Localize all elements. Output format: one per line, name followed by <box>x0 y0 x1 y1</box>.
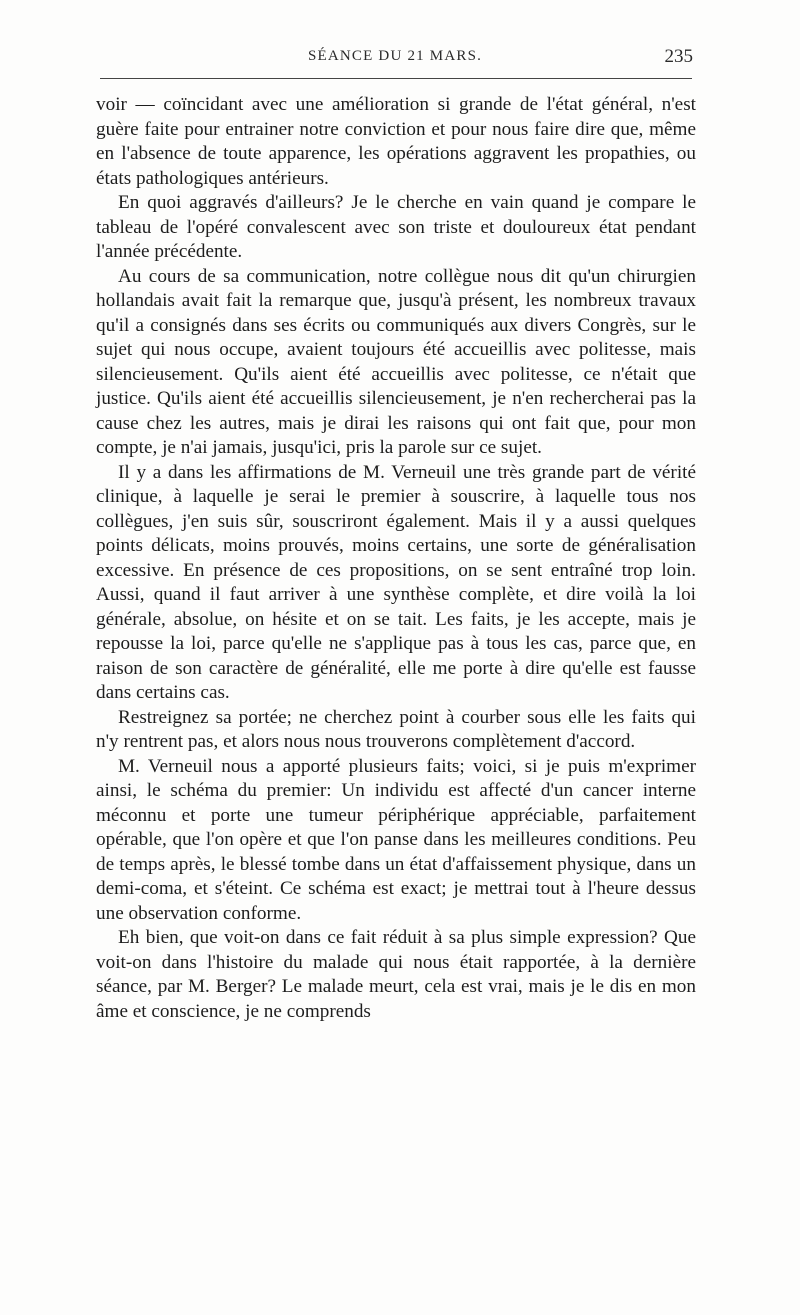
paragraph: En quoi aggravés d'ailleurs? Je le cherche en vain quand je compare le tableau de l'opéré convalescent avec son triste et douloureux état pendant l'année précédente. <box>96 192 696 262</box>
header-rule <box>100 78 692 79</box>
paragraph: Il y a dans les affirmations de M. Verneuil une très grande part de vérité clinique, à laquelle je serai le premier à souscrire, à laquelle tous nos collègues, j'en suis sûr, souscriront également. Mais il y a aussi quelques points délicats, moins prouvés, moins certains, une sorte de généralisation excessive. En présence de ces propositions, on se sent entraîné trop loin. Aussi, quand il faut arriver à une synthèse complète, et dire voilà la loi générale, absolue, on hésite et on se tait. Les faits, je les accepte, mais je repousse la loi, parce qu'elle ne s'applique pas à tous les cas, parce que, en raison de son caractère de généralité, elle me porte à dire qu'elle est fausse dans certains cas. <box>96 461 696 703</box>
paragraph: Eh bien, que voit-on dans ce fait réduit à sa plus simple expression? Que voit-on dans l'histoire du malade qui nous était rapportée, à la dernière séance, par M. Berger? Le malade meurt, cela est vrai, mais je le dis en mon âme et conscience, je ne comprends <box>96 927 696 1022</box>
paragraph: Au cours de sa communication, notre collègue nous dit qu'un chirurgien hollandais avait fait la remarque que, jusqu'à présent, les nombreux travaux qu'il a consignés dans ses écrits ou communiqués aux divers Congrès, sur le sujet qui nous occupe, avaient toujours été accueillis avec politesse, mais silencieusement. Qu'ils aient été accueillis avec politesse, ce n'était que justice. Qu'ils aient été accueillis silencieusement, je n'en rechercherai pas la cause chez les autres, mais je dirai les raisons qui ont fait que, pour mon compte, je n'ai jamais, jusqu'ici, pris la parole sur ce sujet. <box>96 265 696 458</box>
body-text <box>96 93 696 1024</box>
page-number: 235 <box>664 46 693 67</box>
paragraph: Restreignez sa portée; ne cherchez point à courber sous elle les faits qui n'y rentrent pas, et alors nous nous trouverons complètement d'accord. <box>96 706 696 752</box>
paragraph: M. Verneuil nous a apporté plusieurs faits; voici, si je puis m'exprimer ainsi, le schéma du premier: Un individu est affecté d'un cancer interne méconnu et porte une tumeur périphérique appréciable, parfaitement opérable, que l'on opère et que l'on panse dans les meilleures conditions. Peu de temps après, le blessé tombe dans un état d'affaissement physique, dans un demi-coma, et s'éteint. Ce schéma est exact; je mettrai tout à l'heure dessus une observation conforme. <box>96 755 696 924</box>
page-header <box>95 44 695 74</box>
running-title: SÉANCE DU 21 MARS. <box>307 48 483 64</box>
paragraph: voir — coïncidant avec une amélioration si grande de l'état général, n'est guère faite pour entrainer notre conviction et pour nous faire dire que, même en l'absence de toute apparence, les opérations aggravent les propathies, ou états pathologiques antérieurs. <box>96 94 696 189</box>
